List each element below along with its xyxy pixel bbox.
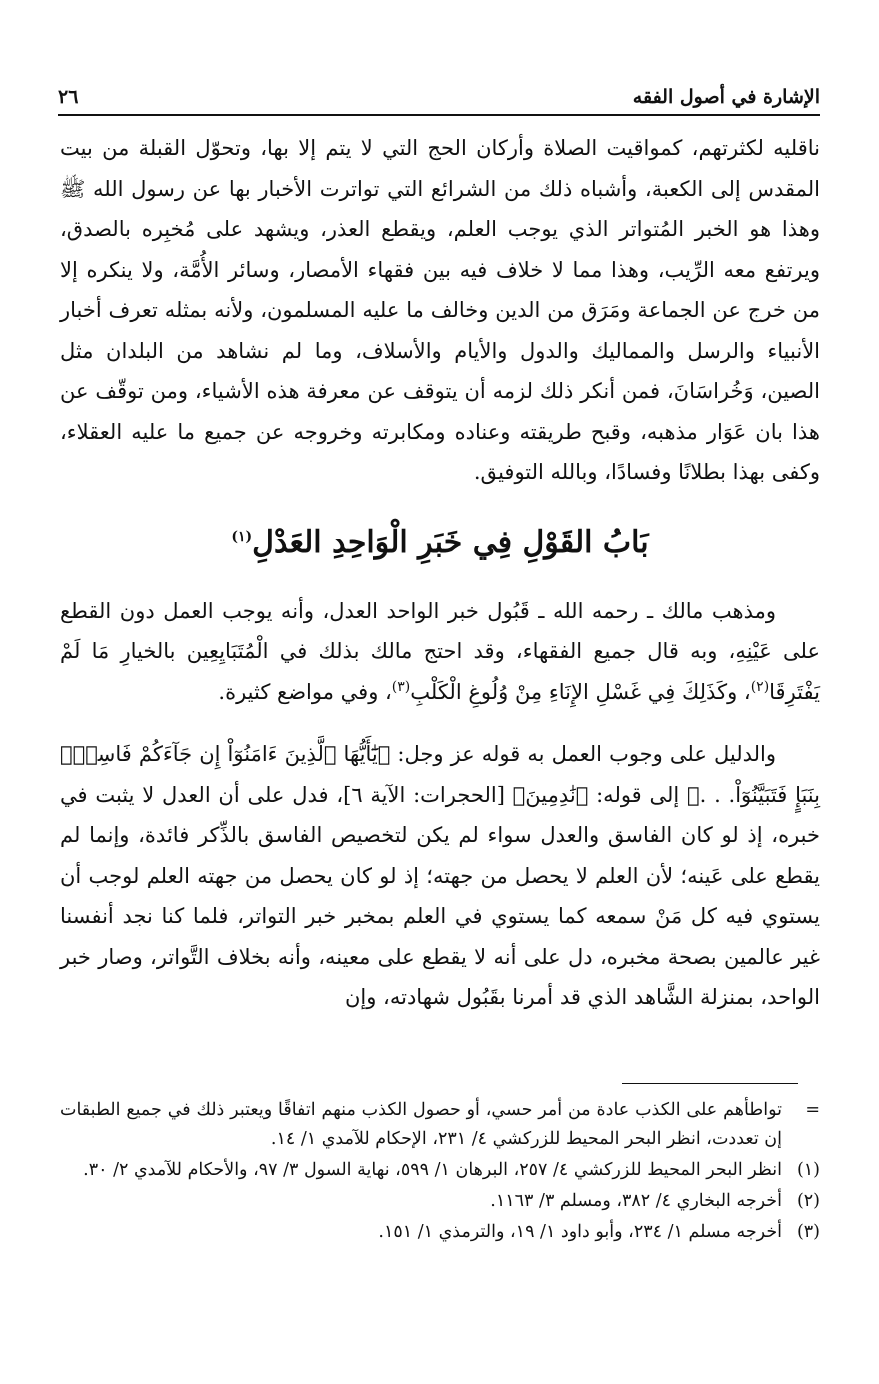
- paragraph-2-part-3: ، وفي مواضع كثيرة.: [218, 679, 392, 704]
- paragraph-1: ناقليه لكثرتهم، كمواقيت الصلاة وأركان الحج التي لا يتم إلا بها، وتحوّل القبلة من بيت المقدس إلى الكعبة، وأشباه ذلك من الشرائع التي تواترت الأخبار بها عن رسول الله ﷺ وهذا هو الخبر المُتواتر الذي يوجب العلم، ويقطع العذر، ويشهد على مُخبِره بالصدق، ويرتفع معه الرِّيب، وهذا مما لا خلاف فيه بين فقهاء الأمصار، وسائر الأُمَّة، ولا ينكره إلا من خرج عن الجماعة ومَرَق من الدين وخالف ما عليه المسلمون، ولأنه بمثله تعرف أخبار الأنبياء والرسل والمماليك والدول والأيام والأسلاف، وما لم نشاهد من البلدان مثل الصين، وَخُراسَانَ، فمن أنكر ذلك لزمه أن يتوقف عن معرفة هذه الأشياء، ومن توقّف عن هذا بان عَوَار مذهبه، وقبح طريقته وعناده ومكابرته وخروجه عن جميع ما عليه العقلاء، وكفى بهذا بطلانًا وفسادًا، وبالله التوفيق.: [60, 136, 820, 484]
- paragraph-2: [60, 591, 820, 713]
- footnote-mark: (١): [796, 1160, 820, 1180]
- footnote-ref-2: (٢): [750, 678, 770, 695]
- footnote-item: [60, 1187, 820, 1216]
- footnote-mark: (٣): [796, 1222, 820, 1242]
- paragraph-2-part-1: ومذهب مالك ـ رحمه الله ـ قَبُول خبر الواحد العدل، وأنه يوجب العمل دون القطع على عَيْنِهِ، وبه قال جميع الفقهاء، وقد احتج مالك بذلك في الْمُتَبَايِعِين بالخيارِ مَا لَمْ يَفْتَرِقَا: [60, 598, 820, 704]
- footnotes: [60, 1096, 820, 1249]
- footnote-text: تواطأهم على الكذب عادة من أمر حسي، أو حصول الكذب منهم اتفاقًا ويعتبر ذلك في جميع الطبقات إن تعددت، انظر البحر المحيط للزركشي ٤/ ٢٣١، الإحكام للآمدي ١/ ١٤.: [60, 1100, 782, 1149]
- footnote-text: انظر البحر المحيط للزركشي ٤/ ٢٥٧، البرهان ١/ ٥٩٩، نهاية السول ٣/ ٩٧، والأحكام للآمدي ٢/ ٣٠.: [83, 1160, 782, 1180]
- footnote-ref-3: (٣): [391, 678, 411, 695]
- section-heading: [60, 523, 820, 563]
- footnote-text: أخرجه البخاري ٤/ ٣٨٢، ومسلم ٣/ ١١٦٣.: [490, 1191, 782, 1211]
- footnote-item: [60, 1218, 820, 1247]
- header-divider: [58, 114, 820, 116]
- main-text: [60, 128, 820, 1018]
- book-title: الإشارة في أصول الفقه: [632, 86, 820, 108]
- running-header: [58, 78, 820, 108]
- paragraph-gap: [60, 712, 820, 734]
- footnote-item: [60, 1096, 820, 1154]
- paragraph-3: والدليل على وجوب العمل به قوله عز وجل: ﴿يَٰٓأَيُّهَا ٱلَّذِينَ ءَامَنُوٓاْ إِن جَآءَكُمْ فَاسِقٌۢ بِنَبَإٍ فَتَبَيَّنُوٓاْ. . .﴾ إلى قوله: ﴿نَٰدِمِينَ﴾ [الحجرات: الآية ٦]، فدل على أن العدل لا يثبت في خبره، إذ لو كان الفاسق والعدل سواء لم يكن لتخصيص الفاسق بالذِّكر فائدة، وإنما لم يقطع على عَينه؛ لأن العلم لا يحصل من جهته؛ إذ لو كان يحصل من جهته العلم لوجب أن يستوي فيه كل مَنْ سمعه كما يستوي في العلم بمخبر خبر التواتر، فلما كنا نجد أنفسنا غير عالمين بصحة مخبره، دل على أنه لا يقطع على معينه، وأنه بخلاف التَّواتر، وصار خبر الواحد، بمنزلة الشَّاهد الذي قد أمرنا بقَبُول شهادته، وإن: [60, 742, 820, 1009]
- paragraph-2-part-2: ، وكَذَلِكَ فِي غَسْلِ الإِنَاءِ مِنْ وُلُوغِ الْكَلْبِ: [410, 679, 751, 704]
- footnote-mark: =: [805, 1100, 820, 1120]
- footnote-item: [60, 1156, 820, 1185]
- footnote-ref-1: (١): [231, 528, 253, 545]
- footnote-divider: [622, 1083, 798, 1084]
- footnote-text: أخرجه مسلم ١/ ٢٣٤، وأبو داود ١/ ١٩، والترمذي ١/ ١٥١.: [378, 1222, 782, 1242]
- footnote-mark: (٢): [796, 1191, 820, 1211]
- page-number: ٢٦: [58, 86, 79, 108]
- section-heading-text: بَابُ القَوْلِ فِي خَبَرِ الْوَاحِدِ العَدْلِ: [252, 524, 649, 560]
